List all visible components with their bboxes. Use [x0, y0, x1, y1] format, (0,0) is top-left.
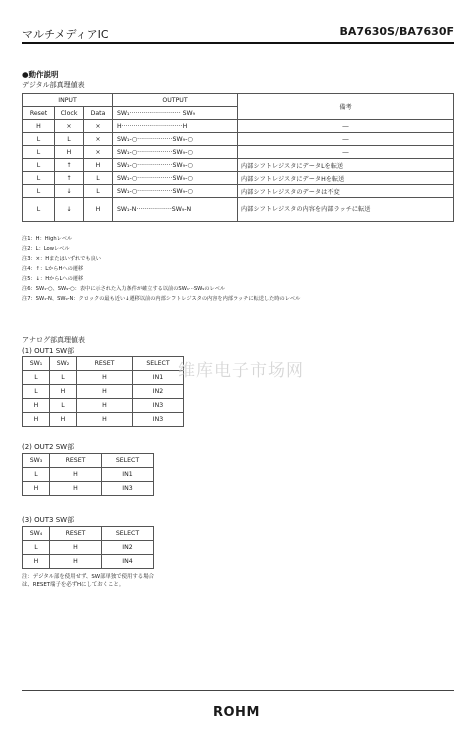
- input-group-header: INPUT: [23, 94, 113, 107]
- clock-cell: ↓: [55, 198, 84, 222]
- output-cell: SW₁-○··················SW₉-○: [113, 146, 238, 159]
- reset-cell: H: [77, 413, 133, 427]
- watermark: 维库电子市场网: [178, 361, 304, 381]
- reset-cell: L: [23, 198, 55, 222]
- sw1-header: SW₁: [23, 357, 50, 371]
- rohm-logo: ROHM: [213, 705, 260, 720]
- remark-cell: ―: [238, 146, 454, 159]
- analog-footnote: 注：デジタル部を使用せず、SW部単独で使用する場合は、RESET端子を必ずHにしておくこと。: [22, 574, 154, 588]
- sw4-header: SW₄: [23, 527, 50, 541]
- remark-cell: 内部シフトレジスタの内容を内部ラッチに転送: [238, 198, 454, 222]
- reset-cell: H: [50, 555, 102, 569]
- output-cell: SW₁-○··················SW₉-○: [113, 159, 238, 172]
- table-row: [23, 468, 154, 482]
- note-5: 注5：↓：HからLへの遷移: [22, 276, 84, 282]
- note-2: 注2：L：Lowレベル: [22, 246, 70, 252]
- output-cell: SW₁-○··················SW₉-○: [113, 133, 238, 146]
- reset-cell: L: [23, 133, 55, 146]
- sw4-cell: L: [23, 541, 50, 555]
- select-cell: IN1: [102, 468, 154, 482]
- out3-title: (3) OUT3 SW部: [22, 516, 75, 524]
- table-row: [23, 541, 154, 555]
- sw2-cell: H: [50, 385, 77, 399]
- footer-rule: [22, 690, 454, 691]
- data-cell: L: [84, 185, 113, 198]
- remark-cell: 内部シフトレジスタのデータは不変: [238, 185, 454, 198]
- select-header: SELECT: [133, 357, 184, 371]
- reset-cell: L: [23, 146, 55, 159]
- select-cell: IN3: [133, 399, 184, 413]
- remarks-header: 備考: [238, 94, 454, 120]
- select-cell: IN3: [133, 413, 184, 427]
- data-header: Data: [84, 107, 113, 120]
- select-header: SELECT: [102, 454, 154, 468]
- note-4: 注4：↑：LからHへの遷移: [22, 266, 84, 272]
- output-range-header: SW₁·························· SW₉: [113, 107, 238, 120]
- reset-cell: H: [23, 120, 55, 133]
- output-group-header: OUTPUT: [113, 94, 238, 107]
- digital-truth-table: [22, 93, 454, 222]
- data-cell: ×: [84, 133, 113, 146]
- data-cell: ×: [84, 146, 113, 159]
- select-cell: IN4: [102, 555, 154, 569]
- remark-cell: 内部シフトレジスタにデータHを転送: [238, 172, 454, 185]
- sw1-cell: L: [23, 385, 50, 399]
- remark-cell: ―: [238, 120, 454, 133]
- note-3: 注3：×：Hまたはいずれでも良い: [22, 256, 101, 262]
- reset-cell: H: [50, 468, 102, 482]
- sw4-cell: H: [23, 555, 50, 569]
- table-row: [23, 159, 454, 172]
- remark-cell: 内部シフトレジスタにデータLを転送: [238, 159, 454, 172]
- select-cell: IN2: [102, 541, 154, 555]
- sw3-cell: L: [23, 468, 50, 482]
- table-row: [23, 172, 454, 185]
- reset-cell: L: [23, 172, 55, 185]
- clock-cell: L: [55, 133, 84, 146]
- out2-title: (2) OUT2 SW部: [22, 443, 75, 451]
- reset-cell: H: [77, 371, 133, 385]
- table-row: [23, 133, 454, 146]
- reset-cell: L: [23, 185, 55, 198]
- remark-cell: ―: [238, 133, 454, 146]
- table-row: [23, 385, 184, 399]
- reset-cell: L: [23, 159, 55, 172]
- clock-cell: ↑: [55, 172, 84, 185]
- reset-cell: H: [50, 482, 102, 496]
- table-row: [23, 371, 184, 385]
- table-row: [23, 185, 454, 198]
- table-row: [23, 482, 154, 496]
- clock-header: Clock: [55, 107, 84, 120]
- sw3-cell: H: [23, 482, 50, 496]
- select-cell: IN3: [102, 482, 154, 496]
- data-cell: H: [84, 198, 113, 222]
- sw3-header: SW₃: [23, 454, 50, 468]
- header-left-title: マルチメディアIC: [22, 28, 109, 41]
- reset-cell: H: [77, 399, 133, 413]
- table-row: [23, 399, 184, 413]
- select-cell: IN1: [133, 371, 184, 385]
- reset-cell: H: [50, 541, 102, 555]
- out1-truth-table: [22, 356, 184, 427]
- table-row: [23, 120, 454, 133]
- out3-truth-table: [22, 526, 154, 569]
- analog-table-title: アナログ部真理値表: [22, 336, 85, 344]
- reset-header: RESET: [50, 527, 102, 541]
- clock-cell: ↑: [55, 159, 84, 172]
- digital-table-title: デジタル部真理値表: [22, 81, 85, 89]
- reset-header: RESET: [77, 357, 133, 371]
- sw2-header: SW₂: [50, 357, 77, 371]
- header-right-title: BA7630S/BA7630F: [339, 25, 454, 38]
- out2-truth-table: [22, 453, 154, 496]
- data-cell: ×: [84, 120, 113, 133]
- header-rule: [22, 42, 454, 44]
- reset-header: Reset: [23, 107, 55, 120]
- note-1: 注1：H：Highレベル: [22, 236, 73, 242]
- output-cell: SW₁-○··················SW₉-○: [113, 172, 238, 185]
- clock-cell: ↓: [55, 185, 84, 198]
- output-cell: SW₁-○··················SW₉-○: [113, 185, 238, 198]
- table-row: [23, 555, 154, 569]
- data-cell: L: [84, 172, 113, 185]
- clock-cell: H: [55, 146, 84, 159]
- reset-cell: H: [77, 385, 133, 399]
- note-6: 注6：SW₁-○、SW₉-○：表中に示された入力条件が確立する以前のSW₁···SW₉のレベル: [22, 286, 226, 292]
- table-row: [23, 146, 454, 159]
- note-7: 注7：SW₁-N、SW₉-N：クロックの最も近い↓遷移以前の内部シフトレジスタの内容を内部ラッチに転送した時のレベル: [22, 296, 301, 302]
- sw2-cell: H: [50, 413, 77, 427]
- reset-header: RESET: [50, 454, 102, 468]
- table-row: [23, 413, 184, 427]
- select-cell: IN2: [133, 385, 184, 399]
- output-cell: SW₁-N··················SW₉-N: [113, 198, 238, 222]
- sw1-cell: L: [23, 371, 50, 385]
- output-cell: H·······························H: [113, 120, 238, 133]
- out1-title: (1) OUT1 SW部: [22, 347, 75, 355]
- section-title: ●動作説明: [22, 70, 59, 79]
- select-header: SELECT: [102, 527, 154, 541]
- sw1-cell: H: [23, 399, 50, 413]
- clock-cell: ×: [55, 120, 84, 133]
- table-row: [23, 198, 454, 222]
- data-cell: H: [84, 159, 113, 172]
- sw2-cell: L: [50, 399, 77, 413]
- sw2-cell: L: [50, 371, 77, 385]
- sw1-cell: H: [23, 413, 50, 427]
